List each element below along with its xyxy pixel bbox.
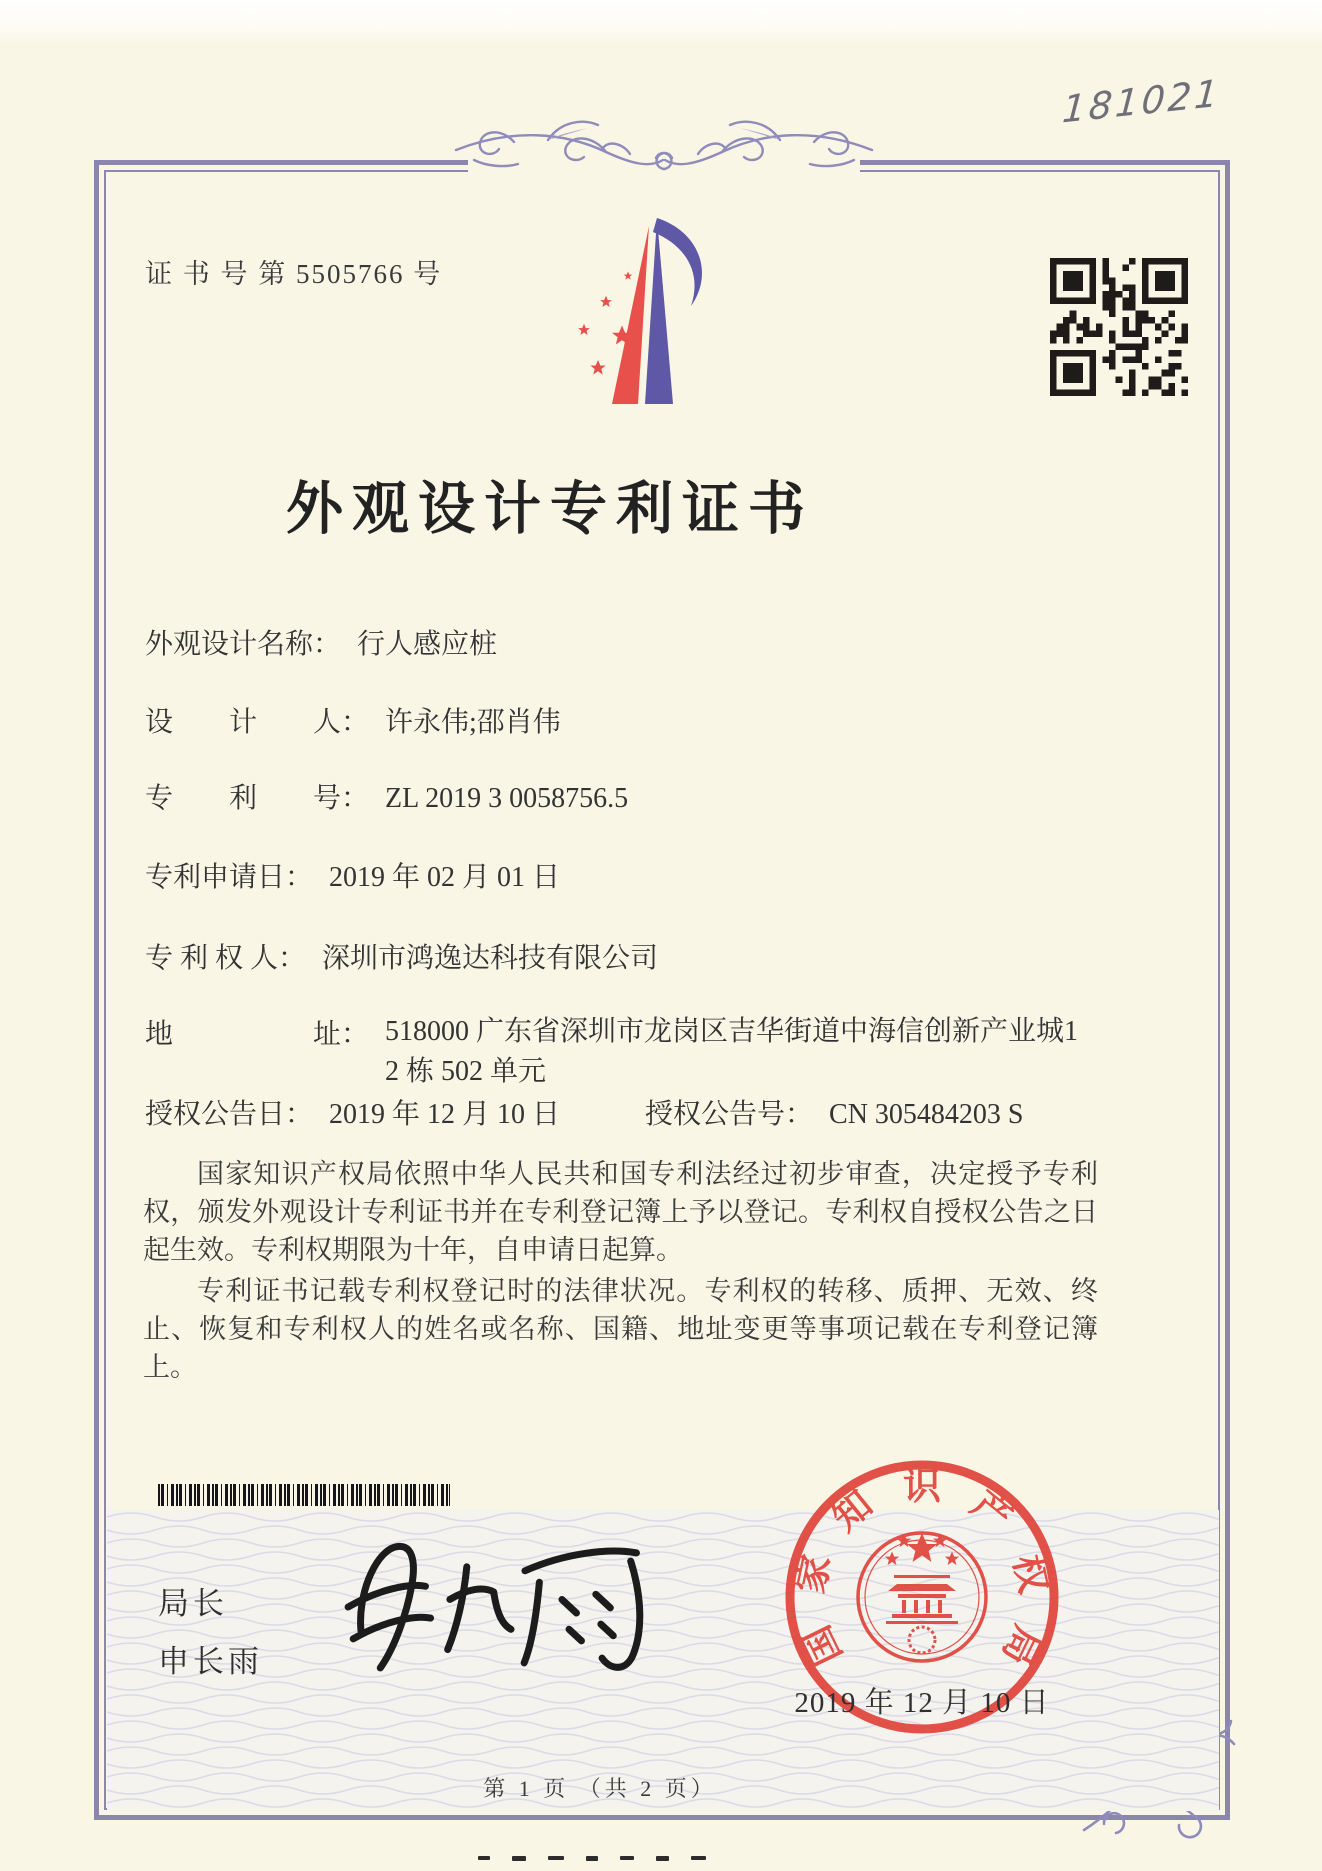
field-address (145, 1012, 1078, 1092)
tiananmen-silhouette (886, 1575, 958, 1624)
top-flourish-ornament-icon (452, 100, 876, 196)
clipped-text-fragments (478, 1856, 728, 1871)
seal-char: 国 (795, 1618, 851, 1672)
handwritten-file-number: 181021 (1060, 71, 1223, 132)
seal-char: 识 (902, 1466, 942, 1508)
field-patentee (145, 936, 658, 976)
field-label: 设 计 人： (145, 707, 370, 738)
scan-edge-highlight (0, 0, 1322, 44)
field-label: 地 址： (145, 1019, 370, 1050)
seal-char: 局 (993, 1618, 1049, 1672)
certificate-title: 外观设计专利证书 (286, 478, 814, 541)
qr-code (1050, 258, 1188, 396)
certificate-number: 证 书 号 第 5505766 号 (145, 259, 443, 289)
field-designer (145, 700, 561, 740)
grant-row (145, 1092, 1145, 1132)
field-design-name (145, 622, 497, 662)
field-filing-date (145, 855, 560, 895)
cnipa-logo-icon (548, 214, 716, 410)
field-value: 2019 年 02 月 01 日 (329, 862, 561, 893)
field-value: 行人感应桩 (357, 629, 498, 660)
seal-char: 知 (824, 1483, 881, 1540)
field-value: 深圳市鸿逸达科技有限公司 (322, 943, 659, 974)
director-title: 局长 (158, 1586, 228, 1621)
grant-number-value: CN 305484203 S (829, 1099, 1024, 1130)
seal-char: 产 (963, 1483, 1020, 1540)
field-value (385, 1012, 1078, 1092)
field-value: ZL 2019 3 0058756.5 (385, 783, 629, 814)
legal-paragraph-2: 专利证书记载专利权登记时的法律状况。专利权的转移、质押、无效、终止、恢复和专利权人的姓名或名称、国籍、地址变更等事项记载在专利登记簿上。 (143, 1276, 1098, 1382)
field-patent-number (145, 776, 628, 816)
grant-date-label: 授权公告日： (145, 1099, 314, 1130)
seal-char: 家 (789, 1551, 839, 1598)
field-label: 专 利 号： (145, 783, 370, 814)
grant-number-label: 授权公告号： (645, 1099, 814, 1130)
address-line-1: 518000 广东省深圳市龙岗区吉华街道中海信创新产业城1 (385, 1016, 1079, 1047)
field-label: 专 利 权 人： (145, 943, 307, 974)
field-label: 外观设计名称： (145, 629, 342, 660)
certificate-barcode (158, 1484, 450, 1506)
grant-date-value: 2019 年 12 月 10 日 (329, 1099, 561, 1130)
seal-char: 权 (1005, 1551, 1055, 1598)
director-signature-icon (315, 1500, 666, 1702)
address-line-2: 2 栋 502 单元 (385, 1056, 547, 1087)
seal-date: 2019 年 12 月 10 日 (794, 1687, 1050, 1719)
page-number-footer: 第 1 页 （共 2 页） (483, 1776, 717, 1801)
field-label: 专利申请日： (145, 862, 314, 893)
director-name: 申长雨 (158, 1644, 263, 1679)
legal-paragraph-1: 国家知识产权局依照中华人民共和国专利法经过初步审查，决定授予专利权，颁发外观设计专利证书并在专利登记簿上予以登记。专利权自授权公告之日起生效。专利权期限为十年，自申请日起算。 (143, 1159, 1098, 1265)
field-value: 许永伟;邵肖伟 (385, 707, 561, 738)
